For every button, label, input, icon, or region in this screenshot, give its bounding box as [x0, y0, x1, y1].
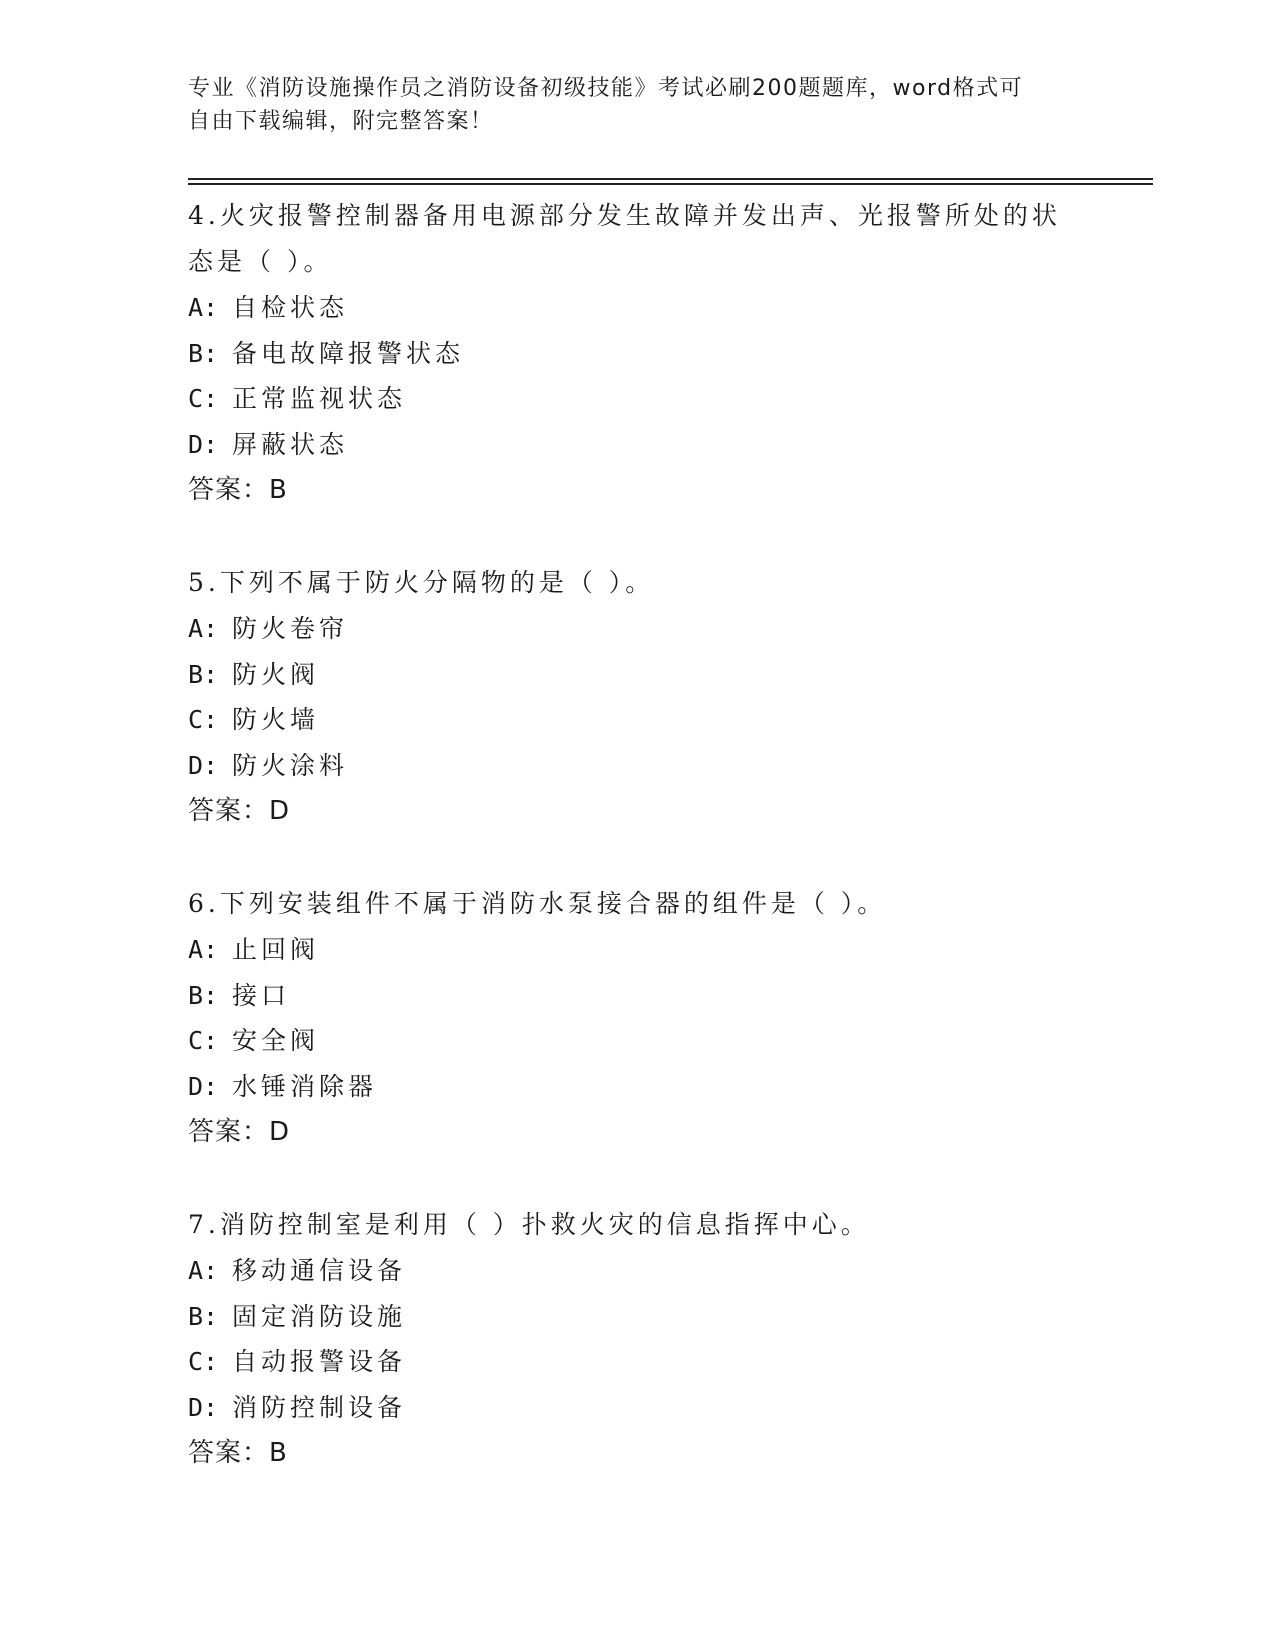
option-a — [188, 1248, 1088, 1294]
option-text: 防火墙 — [232, 705, 320, 734]
option-letter: D: — [188, 1071, 219, 1101]
option-letter: B: — [188, 659, 219, 689]
option-d — [188, 1385, 1088, 1431]
answer-line: 答案：D — [188, 1117, 291, 1147]
option-letter: A: — [188, 614, 219, 643]
option-letter: C: — [188, 1347, 219, 1376]
option-text: 移动通信设备 — [232, 1256, 407, 1285]
question-6 — [188, 881, 1088, 1155]
option-text: 自检状态 — [232, 293, 349, 322]
header-line-2: 自由下载编辑，附完整答案！ — [188, 109, 494, 134]
option-letter: A: — [188, 293, 219, 322]
option-text: 防火涂料 — [232, 750, 349, 780]
option-letter: C: — [188, 705, 219, 734]
option-b — [188, 652, 1088, 698]
option-letter: A: — [188, 1256, 219, 1285]
option-letter: D: — [188, 750, 219, 780]
option-d — [188, 422, 1088, 468]
option-text: 防火阀 — [232, 659, 320, 689]
option-letter: B: — [188, 980, 219, 1010]
option-letter: B: — [188, 1301, 219, 1331]
header-line-1: 专业《消防设施操作员之消防设备初级技能》考试必刷200题题库，word格式可 — [188, 76, 1024, 101]
header-divider-top — [188, 178, 1153, 180]
option-a — [188, 285, 1088, 331]
question-stem: 4.火灾报警控制器备用电源部分发生故障并发出声、光报警所处的状 — [188, 201, 1061, 230]
question-4 — [188, 193, 1088, 513]
option-letter: C: — [188, 384, 219, 413]
option-text: 自动报警设备 — [232, 1347, 407, 1376]
header-divider-bottom — [188, 183, 1153, 185]
option-c — [188, 1018, 1088, 1064]
option-c — [188, 376, 1088, 422]
answer-line: 答案：B — [188, 475, 288, 505]
option-text: 屏蔽状态 — [232, 429, 349, 459]
option-text: 固定消防设施 — [232, 1301, 407, 1331]
option-text: 正常监视状态 — [232, 384, 407, 413]
option-text: 安全阀 — [232, 1026, 320, 1055]
option-b — [188, 1294, 1088, 1340]
question-list — [188, 193, 1088, 1523]
option-c — [188, 1339, 1088, 1385]
question-stem: 7.消防控制室是利用（ ）扑救火灾的信息指挥中心。 — [188, 1210, 870, 1239]
option-text: 消防控制设备 — [232, 1392, 407, 1422]
question-7 — [188, 1202, 1088, 1476]
option-text: 水锤消除器 — [232, 1071, 378, 1101]
answer-line: 答案：D — [188, 796, 291, 826]
option-letter: B: — [188, 338, 219, 368]
option-b — [188, 973, 1088, 1019]
option-text: 接口 — [232, 980, 291, 1010]
option-d — [188, 743, 1088, 789]
answer-line: 答案：B — [188, 1438, 288, 1468]
document-header — [188, 72, 1068, 138]
option-c — [188, 697, 1088, 743]
question-stem-continued: 态是（ ）。 — [188, 247, 333, 276]
option-text: 止回阀 — [232, 935, 320, 964]
question-stem: 5.下列不属于防火分隔物的是（ ）。 — [188, 568, 655, 597]
question-stem: 6.下列安装组件不属于消防水泵接合器的组件是（ ）。 — [188, 889, 887, 918]
option-a — [188, 927, 1088, 973]
option-text: 防火卷帘 — [232, 614, 349, 643]
option-letter: D: — [188, 1392, 219, 1422]
option-letter: C: — [188, 1026, 219, 1055]
option-letter: D: — [188, 429, 219, 459]
option-letter: A: — [188, 935, 219, 964]
option-d — [188, 1064, 1088, 1110]
option-b — [188, 331, 1088, 377]
question-5 — [188, 560, 1088, 834]
option-text: 备电故障报警状态 — [232, 338, 465, 368]
option-a — [188, 606, 1088, 652]
